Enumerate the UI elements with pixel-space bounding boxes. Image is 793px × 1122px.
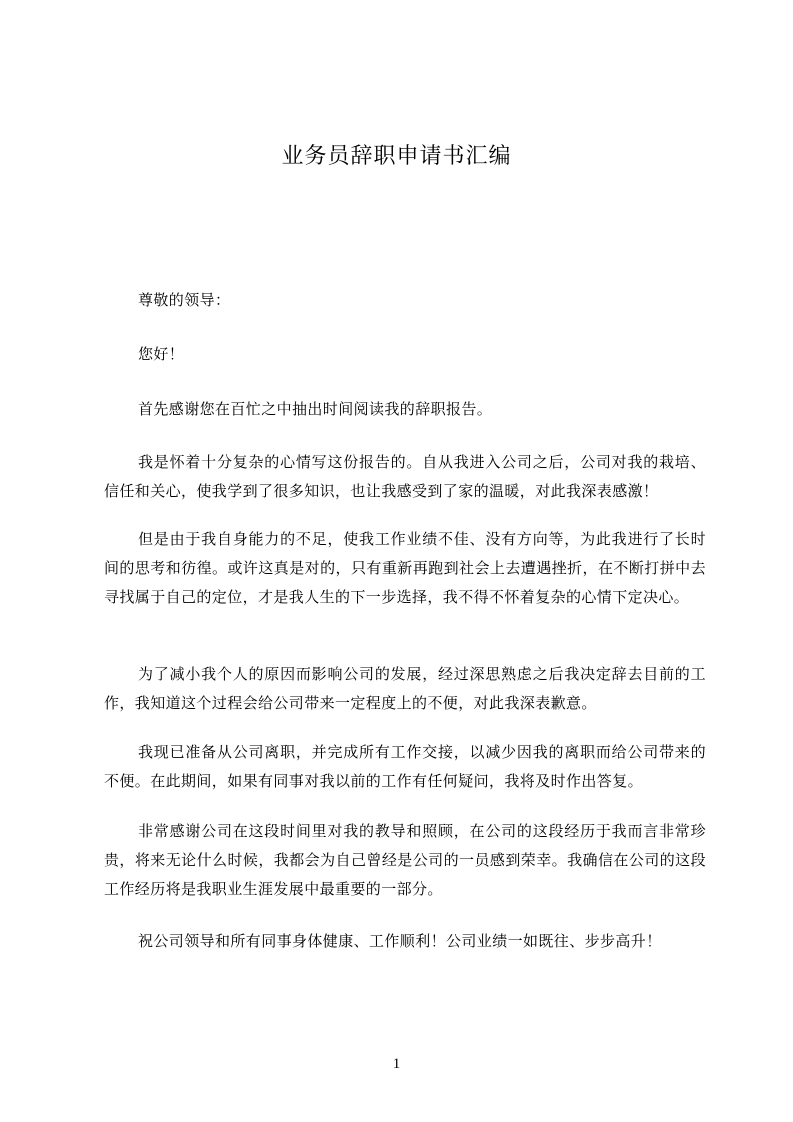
paragraph-thanks: 首先感谢您在百忙之中抽出时间阅读我的辞职报告。 xyxy=(138,400,493,418)
salutation: 尊敬的领导： xyxy=(138,291,231,309)
document-title: 业务员辞职申请书汇编 xyxy=(281,144,512,169)
paragraph-reason: 但是由于我自身能力的不足，使我工作业绩不佳、没有方向等，为此我进行了长时间的思考和彷徨。或许这真是对的，只有重新再跑到社会上去遭遇挫折，在不断打拼中去寻找属于自己的定位，才是我人生的下一步选择，我不得不怀着复杂的心情下定决心。 xyxy=(104,530,706,606)
paragraph-feelings: 我是怀着十分复杂的心情写这份报告的。自从我进入公司之后，公司对我的栽培、信任和关心，使我学到了很多知识，也让我感受到了家的温暖，对此我深表感激！ xyxy=(104,453,706,500)
paragraph-handover: 我现已准备从公司离职，并完成所有工作交接，以减少因我的离职而给公司带来的不便。在此期间，如果有同事对我以前的工作有任何疑问，我将及时作出答复。 xyxy=(104,743,706,790)
greeting: 您好！ xyxy=(138,345,185,363)
paragraph-gratitude: 非常感谢公司在这段时间里对我的教导和照顾，在公司的这段经历于我而言非常珍贵，将来无论什么时候，我都会为自己曾经是公司的一员感到荣幸。我确信在公司的这段工作经历将是我职业生涯发展中最重要的一部分。 xyxy=(104,822,706,898)
closing-wishes: 祝公司领导和所有同事身体健康、工作顺利！公司业绩一如既往、步步高升！ xyxy=(138,932,662,950)
page-number: 1 xyxy=(392,1056,401,1072)
paragraph-decision: 为了减小我个人的原因而影响公司的发展，经过深思熟虑之后我决定辞去目前的工作，我知道这个过程会给公司带来一定程度上的不便，对此我深表歉意。 xyxy=(104,665,706,712)
